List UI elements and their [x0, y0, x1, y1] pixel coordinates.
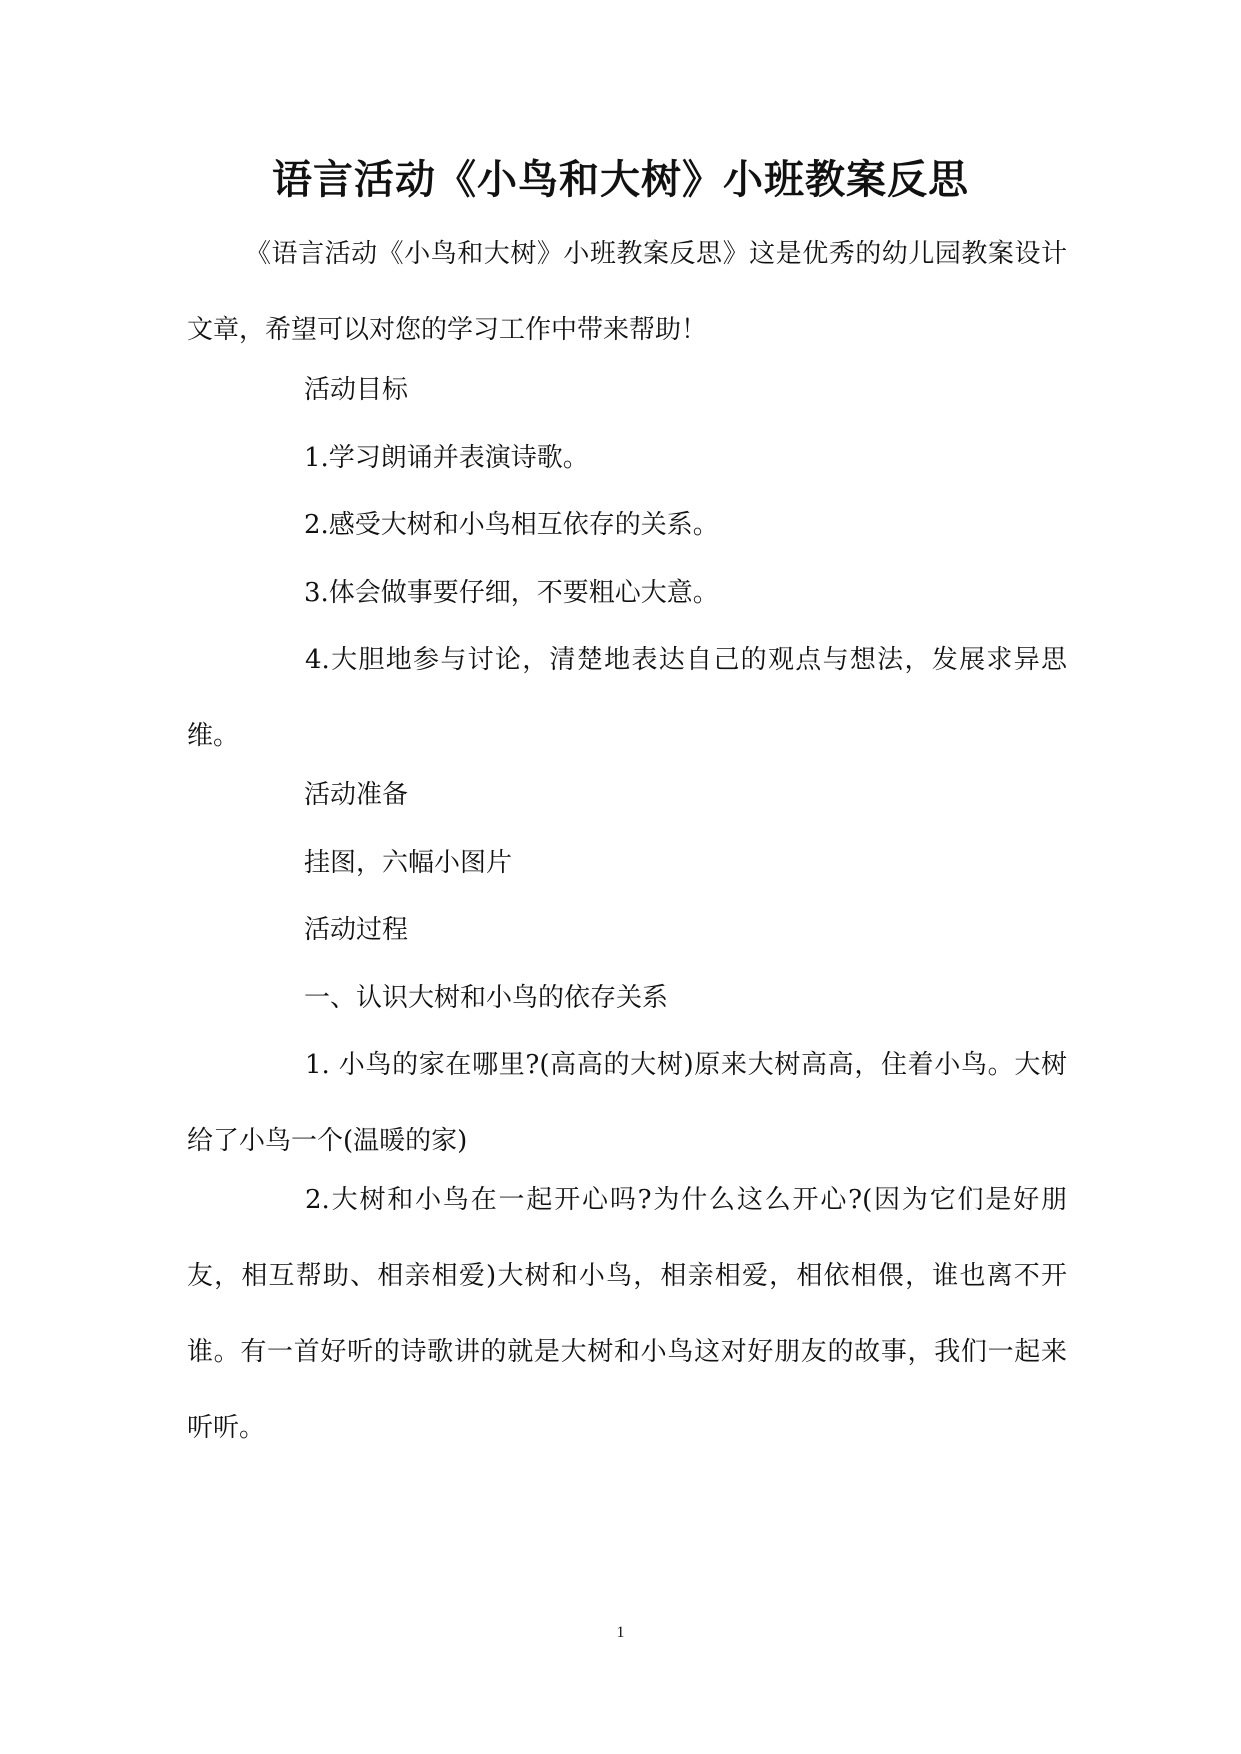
prep-text: 挂图，六幅小图片	[304, 848, 513, 878]
page-number: 1	[616, 1624, 625, 1641]
process-item-2: 2.大树和小鸟在一起开心吗?为什么这么开心?(因为它们是好朋友，相互帮助、相亲相爱)大树和小鸟，相亲相爱，相依相偎，谁也离不开谁。有一首好听的诗歌讲的就是大树和小鸟这对好朋友的故事，我们一起来听听。	[187, 1185, 1067, 1443]
goal-item-3: 3.体会做事要仔细，不要粗心大意。	[304, 578, 719, 608]
goal-item-1: 1.学习朗诵并表演诗歌。	[304, 443, 589, 473]
section-1-heading: 一、认识大树和小鸟的依存关系	[304, 983, 669, 1013]
goal-item-2: 2.感受大树和小鸟相互依存的关系。	[304, 510, 719, 540]
process-heading: 活动过程	[304, 915, 409, 945]
goal-item-4: 4.大胆地参与讨论，清楚地表达自己的观点与想法，发展求异思维。	[187, 645, 1067, 751]
document-title: 语言活动《小鸟和大树》小班教案反思	[272, 156, 969, 203]
prep-heading: 活动准备	[304, 780, 409, 810]
process-item-1: 1. 小鸟的家在哪里?(高高的大树)原来大树高高，住着小鸟。大树给了小鸟一个(温暖的家)	[187, 1050, 1067, 1156]
goals-heading: 活动目标	[304, 375, 409, 405]
intro-paragraph: 《语言活动《小鸟和大树》小班教案反思》这是优秀的幼儿园教案设计文章，希望可以对您的学习工作中带来帮助！	[187, 239, 1067, 345]
